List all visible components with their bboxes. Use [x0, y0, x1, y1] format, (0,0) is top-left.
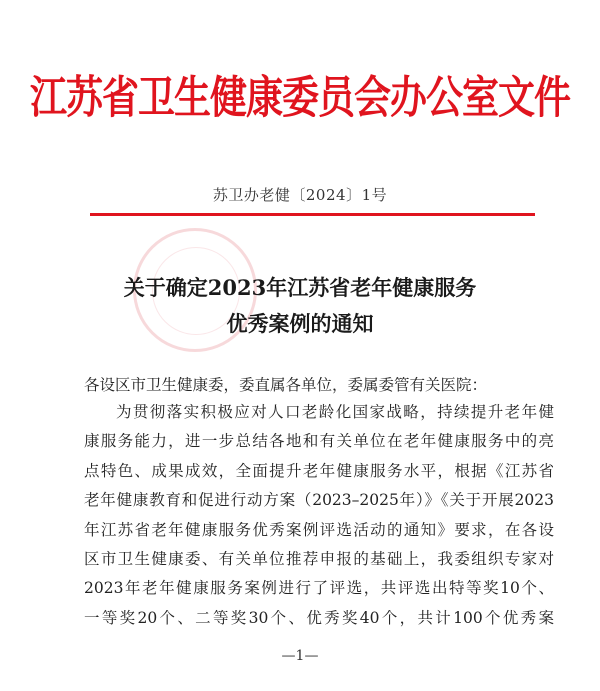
notice-title — [0, 270, 600, 342]
body-line: 一等奖20个、二等奖30个、优秀奖40个，共计100个优秀案 — [84, 608, 554, 627]
issuer-title: 江苏省卫生健康委员会办公室文件 — [30, 71, 570, 124]
notice-title-line-1: 关于确定2023年江苏省老年健康服务 — [123, 275, 477, 300]
body-line: 为贯彻落实积极应对人口老龄化国家战略，持续提升老年健 — [116, 403, 554, 421]
document-number: 苏卫办老健〔2024〕1号 — [212, 186, 388, 204]
body-line: 康服务能力，进一步总结各地和有关单位在老年健康服务中的亮 — [84, 432, 554, 451]
body-line: 年江苏省老年健康服务优秀案例评选活动的通知》要求，在各设 — [84, 520, 554, 539]
body-line: 点特色、成果成效，全面提升老年健康服务水平，根据《江苏省 — [84, 461, 554, 480]
notice-title-line-2: 优秀案例的通知 — [226, 311, 374, 336]
page-number: —1— — [281, 648, 319, 664]
body-line: 2023年老年健康服务案例进行了评选，共评选出特等奖10个、 — [84, 579, 554, 598]
salutation: 各设区市卫生健康委，委直属各单位，委属委管有关医院： — [84, 376, 488, 394]
red-divider-line — [90, 213, 535, 216]
body-line: 区市卫生健康委、有关单位推荐申报的基础上，我委组织专家对 — [84, 550, 554, 569]
body-paragraph — [84, 398, 554, 633]
body-line: 老年健康教育和促进行动方案（2023–2025年）》《关于开展2023 — [84, 491, 554, 510]
